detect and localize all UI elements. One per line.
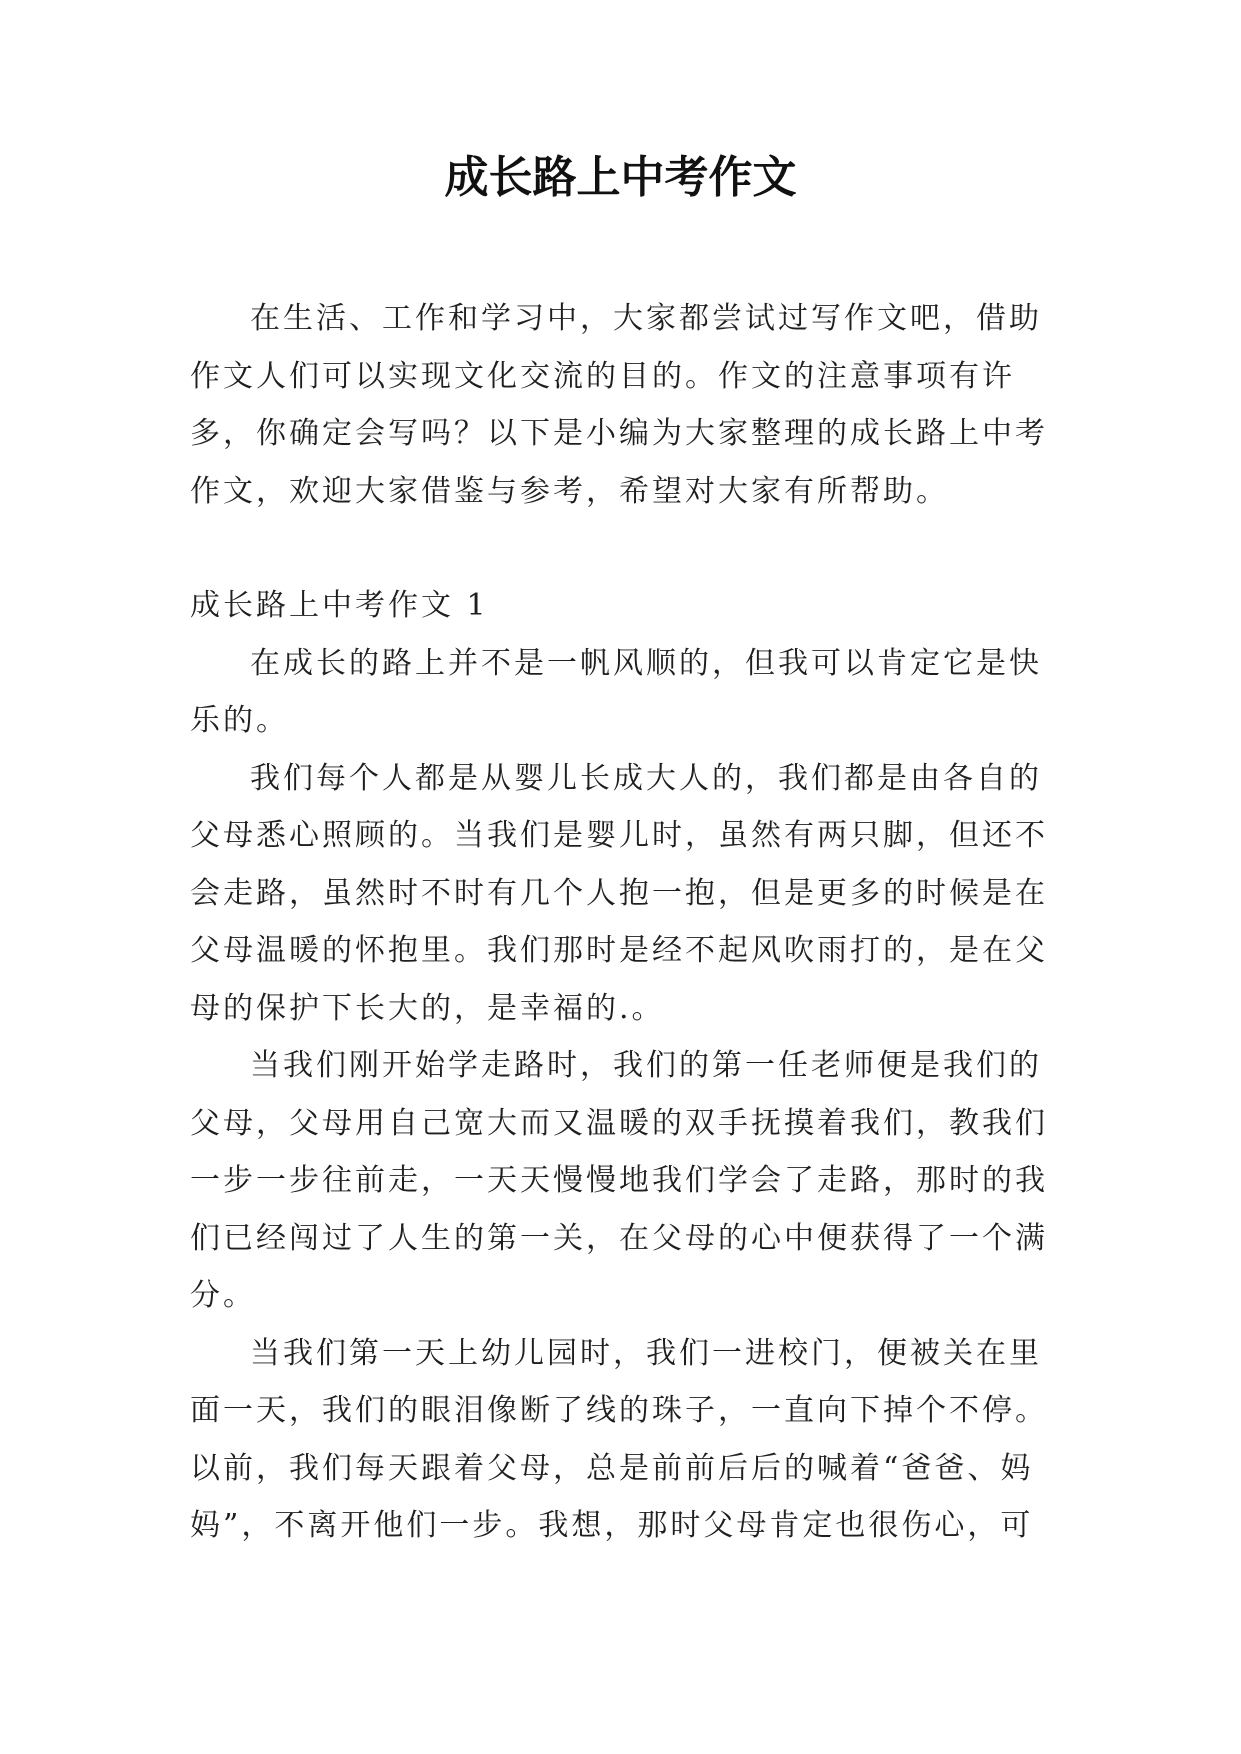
body-paragraph-1: 在成长的路上并不是一帆风顺的，但我可以肯定它是快乐的。 <box>190 645 1042 738</box>
document-body <box>190 290 1060 1555</box>
intro-paragraph: 在生活、工作和学习中，大家都尝试过写作文吧，借助作文人们可以实现文化交流的目的。作文的注意事项有许多，你确定会写吗？以下是小编为大家整理的成长路上中考作文，欢迎大家借鉴与参考，希望对大家有所帮助。 <box>190 301 1048 509</box>
document-title: 成长路上中考作文 <box>444 152 797 203</box>
body-paragraph-4: 当我们第一天上幼儿园时，我们一进校门，便被关在里面一天，我们的眼泪像断了线的珠子，一直向下掉个不停。以前，我们每天跟着父母，总是前前后后的喊着“爸爸、妈妈”，不离开他们一步。我想，那时父母肯定也很伤心，可 <box>190 1335 1048 1543</box>
section-heading: 成长路上中考作文 1 <box>190 588 489 623</box>
body-paragraph-2: 我们每个人都是从婴儿长成大人的，我们都是由各自的父母悉心照顾的。当我们是婴儿时，虽然有两只脚，但还不会走路，虽然时不时有几个人抱一抱，但是更多的时候是在父母温暖的怀抱里。我们那时是经不起风吹雨打的，是在父母的保护下长大的，是幸福的.。 <box>190 760 1048 1026</box>
body-paragraph-3: 当我们刚开始学走路时，我们的第一任老师便是我们的父母，父母用自己宽大而又温暖的双手抚摸着我们，教我们一步一步往前走，一天天慢慢地我们学会了走路，那时的我们已经闯过了人生的第一关，在父母的心中便获得了一个满分。 <box>190 1048 1048 1313</box>
